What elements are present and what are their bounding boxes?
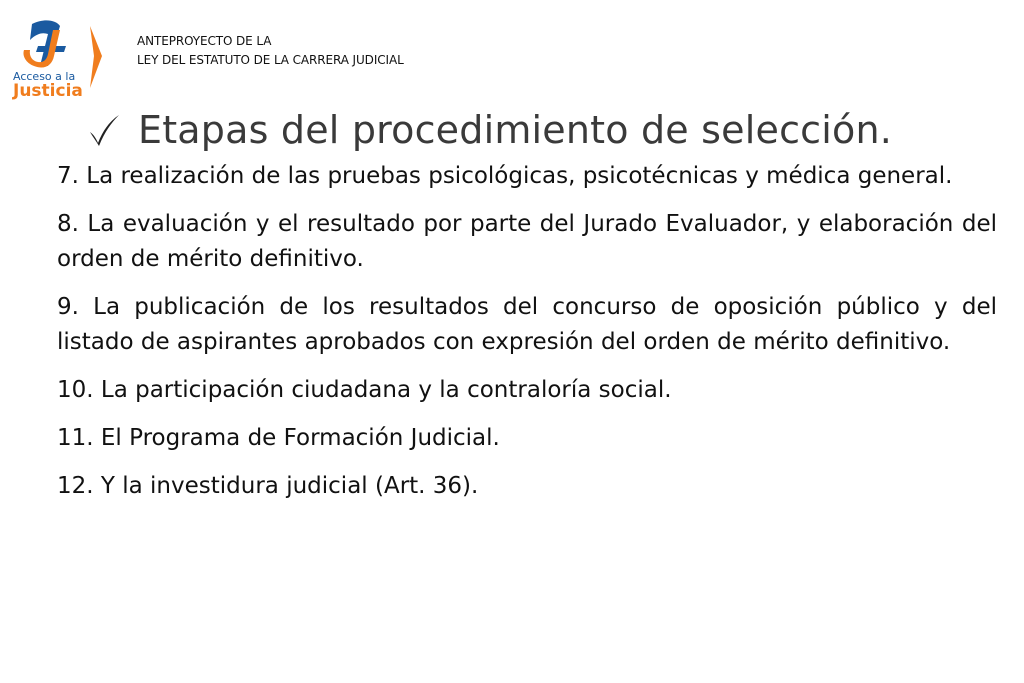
slide-title-row — [84, 100, 892, 160]
slide-header — [137, 32, 404, 70]
logo-text-acceso: Acceso a la — [13, 70, 76, 83]
header-line-1: ANTEPROYECTO DE LA — [137, 34, 272, 48]
slide-body — [57, 159, 997, 517]
acceso-a-la-justicia-logo — [8, 16, 106, 102]
header-line-2: LEY DEL ESTATUTO DE LA CARRERA JUDICIAL — [137, 53, 404, 67]
list-item: 7. La realización de las pruebas psicológicas, psicotécnicas y médica general. — [57, 163, 953, 189]
list-item: 11. El Programa de Formación Judicial. — [57, 425, 500, 451]
list-item: 12. Y la investidura judicial (Art. 36). — [57, 473, 479, 499]
logo-text-justicia: Justicia — [13, 81, 83, 101]
check-icon — [84, 110, 124, 150]
list-item: 9. La publicación de los resultados del concurso de oposición público y del listado de aspirantes aprobados con expresión del orden de mérito definitivo. — [57, 294, 997, 355]
list-item: 8. La evaluación y el resultado por parte del Jurado Evaluador, y elaboración del orden de mérito definitivo. — [57, 211, 997, 272]
list-item: 10. La participación ciudadana y la contraloría social. — [57, 377, 672, 403]
slide-title: Etapas del procedimiento de selección. — [138, 108, 893, 152]
